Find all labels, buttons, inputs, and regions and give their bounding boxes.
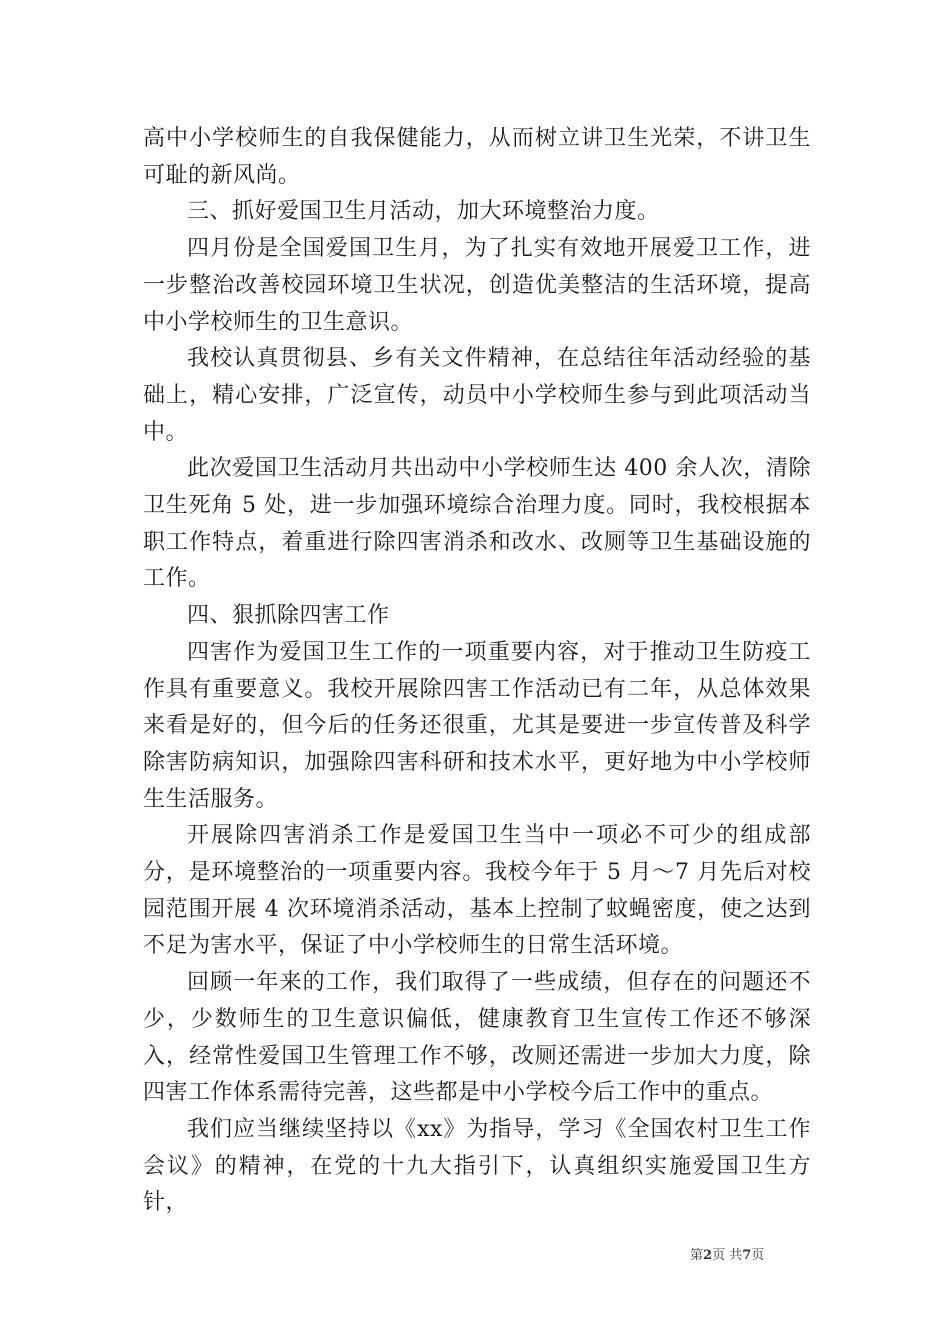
paragraph: 此次爱国卫生活动月共出动中小学校师生达 400 余人次，清除卫生死角 5 处，进一步加强环境综合治理力度。同时，我校根据本职工作特点，着重进行除四害消杀和改水、改厕等卫生基础设施的工作。 [143,456,811,592]
footer-suffix: 页 [751,1248,765,1263]
section-heading: 三、抓好爱国卫生月活动，加大环境整治力度。 [187,199,660,225]
paragraph: 开展除四害消杀工作是爱国卫生当中一项必不可少的组成部分，是环境整治的一项重要内容。我校今年于 5 月～7 月先后对校园范围开展 4 次环境消杀活动，基本上控制了蚊蝇密度，使之达到不足为害水平，保证了中小学校师生的日常生活环境。 [143,823,811,959]
total-page-number: 7 [742,1248,752,1263]
paragraph: 我校认真贯彻县、乡有关文件精神，在总结往年活动经验的基础上，精心安排，广泛宣传，动员中小学校师生参与到此项活动当中。 [143,346,811,445]
paragraph: 四月份是全国爱国卫生月，为了扎实有效地开展爱卫工作，进一步整治改善校园环境卫生状况，创造优美整洁的生活环境，提高中小学校师生的卫生意识。 [143,236,811,335]
section-heading: 四、狠抓除四害工作 [187,603,390,629]
paragraph: 四害作为爱国卫生工作的一项重要内容，对于推动卫生防疫工作具有重要意义。我校开展除四害工作活动已有二年，从总体效果来看是好的，但今后的任务还很重，尤其是要进一步宣传普及科学除害防病知识，加强除四害科研和技术水平，更好地为中小学校师生生活服务。 [143,639,811,812]
document-body [143,121,811,1222]
paragraph: 高中小学校师生的自我保健能力，从而树立讲卫生光荣，不讲卫生可耻的新风尚。 [143,126,811,188]
paragraph: 我们应当继续坚持以《xx》为指导，学习《全国农村卫生工作会议》的精神，在党的十九大指引下，认真组织实施爱国卫生方针， [143,1116,811,1216]
paragraph: 回顾一年来的工作，我们取得了一些成绩，但存在的问题还不少，少数师生的卫生意识偏低，健康教育卫生宣传工作还不够深入，经常性爱国卫生管理工作不够，改厕还需进一步加大力度，除四害工作体系需待完善，这些都是中小学校今后工作中的重点。 [143,970,811,1106]
current-page-number: 2 [703,1248,713,1263]
page-number-footer [690,1248,850,1264]
footer-prefix: 第 [690,1248,704,1263]
footer-middle: 页 共 [712,1248,743,1263]
